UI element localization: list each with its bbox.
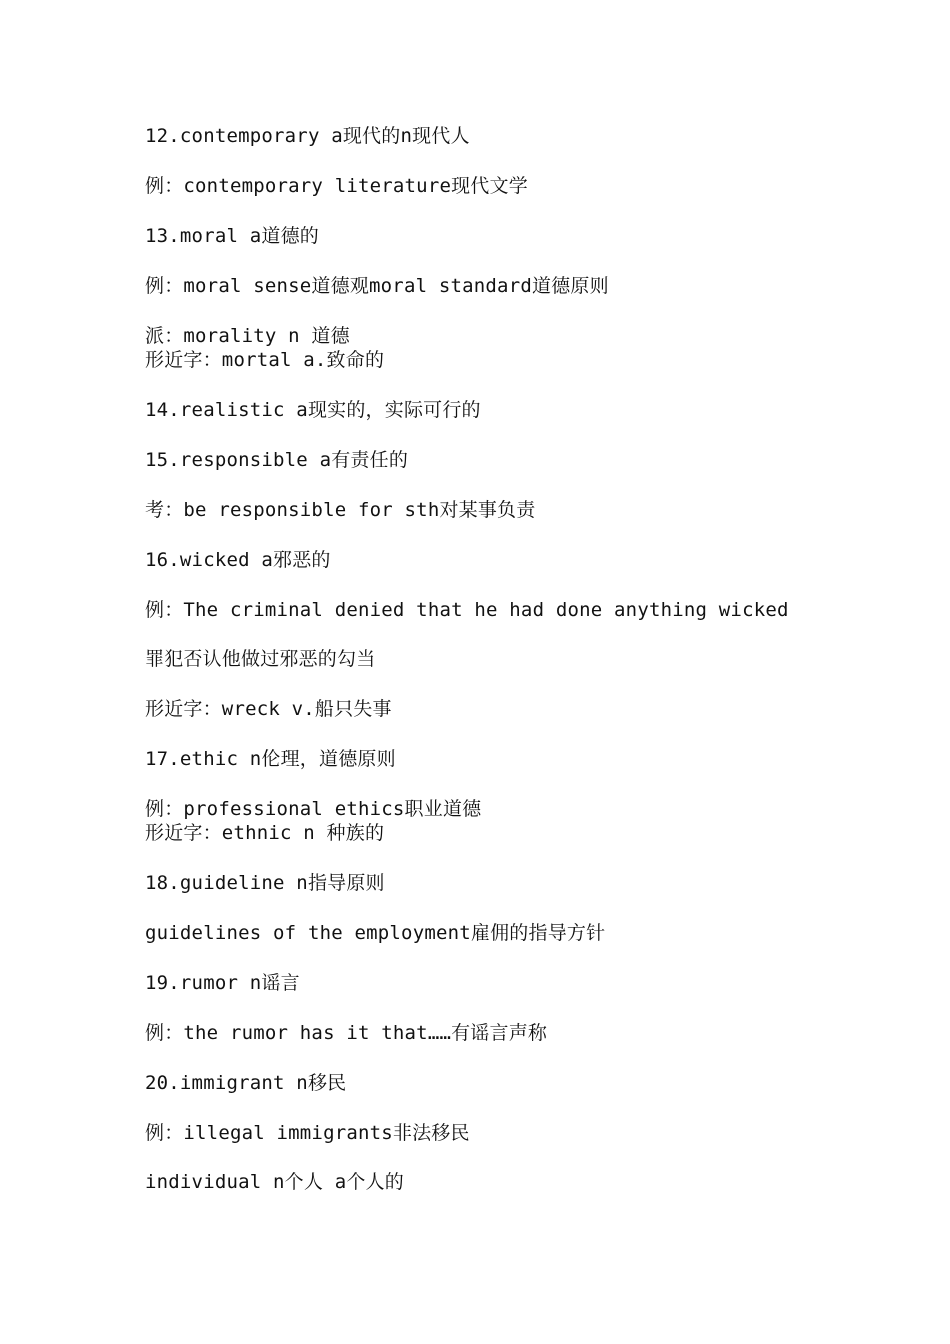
exam-note-responsible: 考：be responsible for sth对某事负责 xyxy=(145,499,536,521)
entry-17-ethic: 17.ethic n伦理，道德原则 xyxy=(145,748,396,770)
example-wicked: 例：The criminal denied that he had done anything wicked xyxy=(145,599,789,621)
derivative-morality: 派：morality n 道德 xyxy=(145,325,350,347)
entry-20-immigrant: 20.immigrant n移民 xyxy=(145,1072,347,1094)
entry-14-realistic: 14.realistic a现实的，实际可行的 xyxy=(145,399,481,421)
example-moral: 例：moral sense道德观moral standard道德原则 xyxy=(145,275,609,297)
entry-18-guideline: 18.guideline n指导原则 xyxy=(145,872,385,894)
entry-15-responsible: 15.responsible a有责任的 xyxy=(145,449,409,471)
entry-16-wicked: 16.wicked a邪恶的 xyxy=(145,549,331,571)
example-rumor: 例：the rumor has it that……有谣言声称 xyxy=(145,1022,548,1044)
similar-word-wreck: 形近字：wreck v.船只失事 xyxy=(145,698,392,720)
entry-19-rumor: 19.rumor n谣言 xyxy=(145,972,300,994)
similar-word-mortal: 形近字：mortal a.致命的 xyxy=(145,349,385,371)
example-wicked-translation: 罪犯否认他做过邪恶的勾当 xyxy=(145,648,376,670)
example-contemporary: 例：contemporary literature现代文学 xyxy=(145,175,528,197)
example-ethics: 例：professional ethics职业道德 xyxy=(145,798,482,820)
example-guidelines: guidelines of the employment雇佣的指导方针 xyxy=(145,922,606,944)
example-immigrants: 例：illegal immigrants非法移民 xyxy=(145,1122,470,1144)
entry-individual: individual n个人 a个人的 xyxy=(145,1171,404,1193)
entry-12-contemporary: 12.contemporary a现代的n现代人 xyxy=(145,125,470,147)
entry-13-moral: 13.moral a道德的 xyxy=(145,225,319,247)
similar-word-ethnic: 形近字：ethnic n 种族的 xyxy=(145,822,385,844)
